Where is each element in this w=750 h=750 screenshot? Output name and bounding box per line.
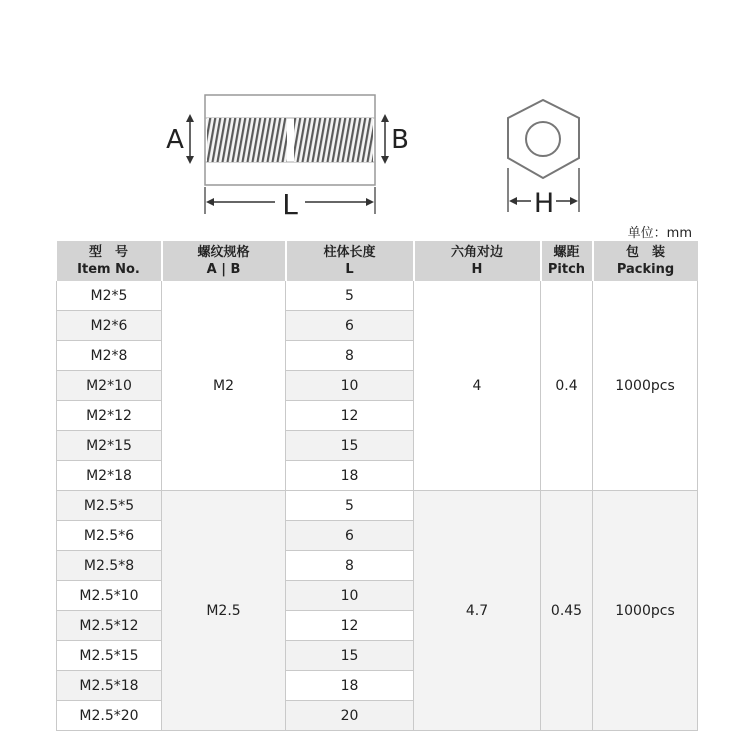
table-row [57,491,698,521]
length-cell: 20 [286,701,414,731]
dimension-label-h: H [533,188,555,219]
internal-thread-left [207,118,287,162]
pitch-cell: 0.4 [541,281,593,491]
thread-spec-cell: M2.5 [162,491,286,731]
spacer-technical-drawing [0,0,750,240]
item-no-cell: M2.5*10 [57,581,162,611]
length-cell: 8 [286,341,414,371]
length-cell: 10 [286,581,414,611]
item-no-cell: M2*10 [57,371,162,401]
column-header-hex: 六角对边 H [414,241,541,281]
hex-cell: 4 [414,281,541,491]
length-cell: 8 [286,551,414,581]
dimension-label-a: A [166,125,184,155]
side-view [166,95,409,221]
packing-cell: 1000pcs [593,491,698,731]
item-no-cell: M2*5 [57,281,162,311]
length-cell: 6 [286,311,414,341]
item-no-cell: M2.5*12 [57,611,162,641]
end-view [508,100,579,219]
item-no-cell: M2.5*5 [57,491,162,521]
thread-spec-cell: M2 [162,281,286,491]
length-cell: 10 [286,371,414,401]
column-header-packing: 包 装 Packing [593,241,698,281]
dimension-label-b: B [391,125,409,155]
item-no-cell: M2*6 [57,311,162,341]
length-cell: 18 [286,461,414,491]
spec-table [56,241,698,731]
packing-cell: 1000pcs [593,281,698,491]
internal-thread-right [294,118,373,162]
length-cell: 5 [286,281,414,311]
item-no-cell: M2*15 [57,431,162,461]
length-cell: 6 [286,521,414,551]
length-cell: 18 [286,671,414,701]
item-no-cell: M2.5*15 [57,641,162,671]
item-no-cell: M2*12 [57,401,162,431]
item-no-cell: M2.5*8 [57,551,162,581]
length-cell: 15 [286,431,414,461]
table-row [57,281,698,311]
pitch-cell: 0.45 [541,491,593,731]
item-no-cell: M2*8 [57,341,162,371]
length-cell: 15 [286,641,414,671]
length-cell: 12 [286,401,414,431]
hex-cell: 4.7 [414,491,541,731]
column-header-length: 柱体长度 L [286,241,414,281]
center-hole [526,122,560,156]
table-header-row [57,241,698,281]
length-cell: 12 [286,611,414,641]
unit-note: 单位：mm [627,226,692,241]
column-header-item-no: 型 号 Item No. [57,241,162,281]
column-header-thread-spec: 螺纹规格 A | B [162,241,286,281]
column-header-pitch: 螺距 Pitch [541,241,593,281]
length-cell: 5 [286,491,414,521]
item-no-cell: M2.5*20 [57,701,162,731]
item-no-cell: M2*18 [57,461,162,491]
dimension-label-l: L [282,188,298,221]
item-no-cell: M2.5*6 [57,521,162,551]
item-no-cell: M2.5*18 [57,671,162,701]
